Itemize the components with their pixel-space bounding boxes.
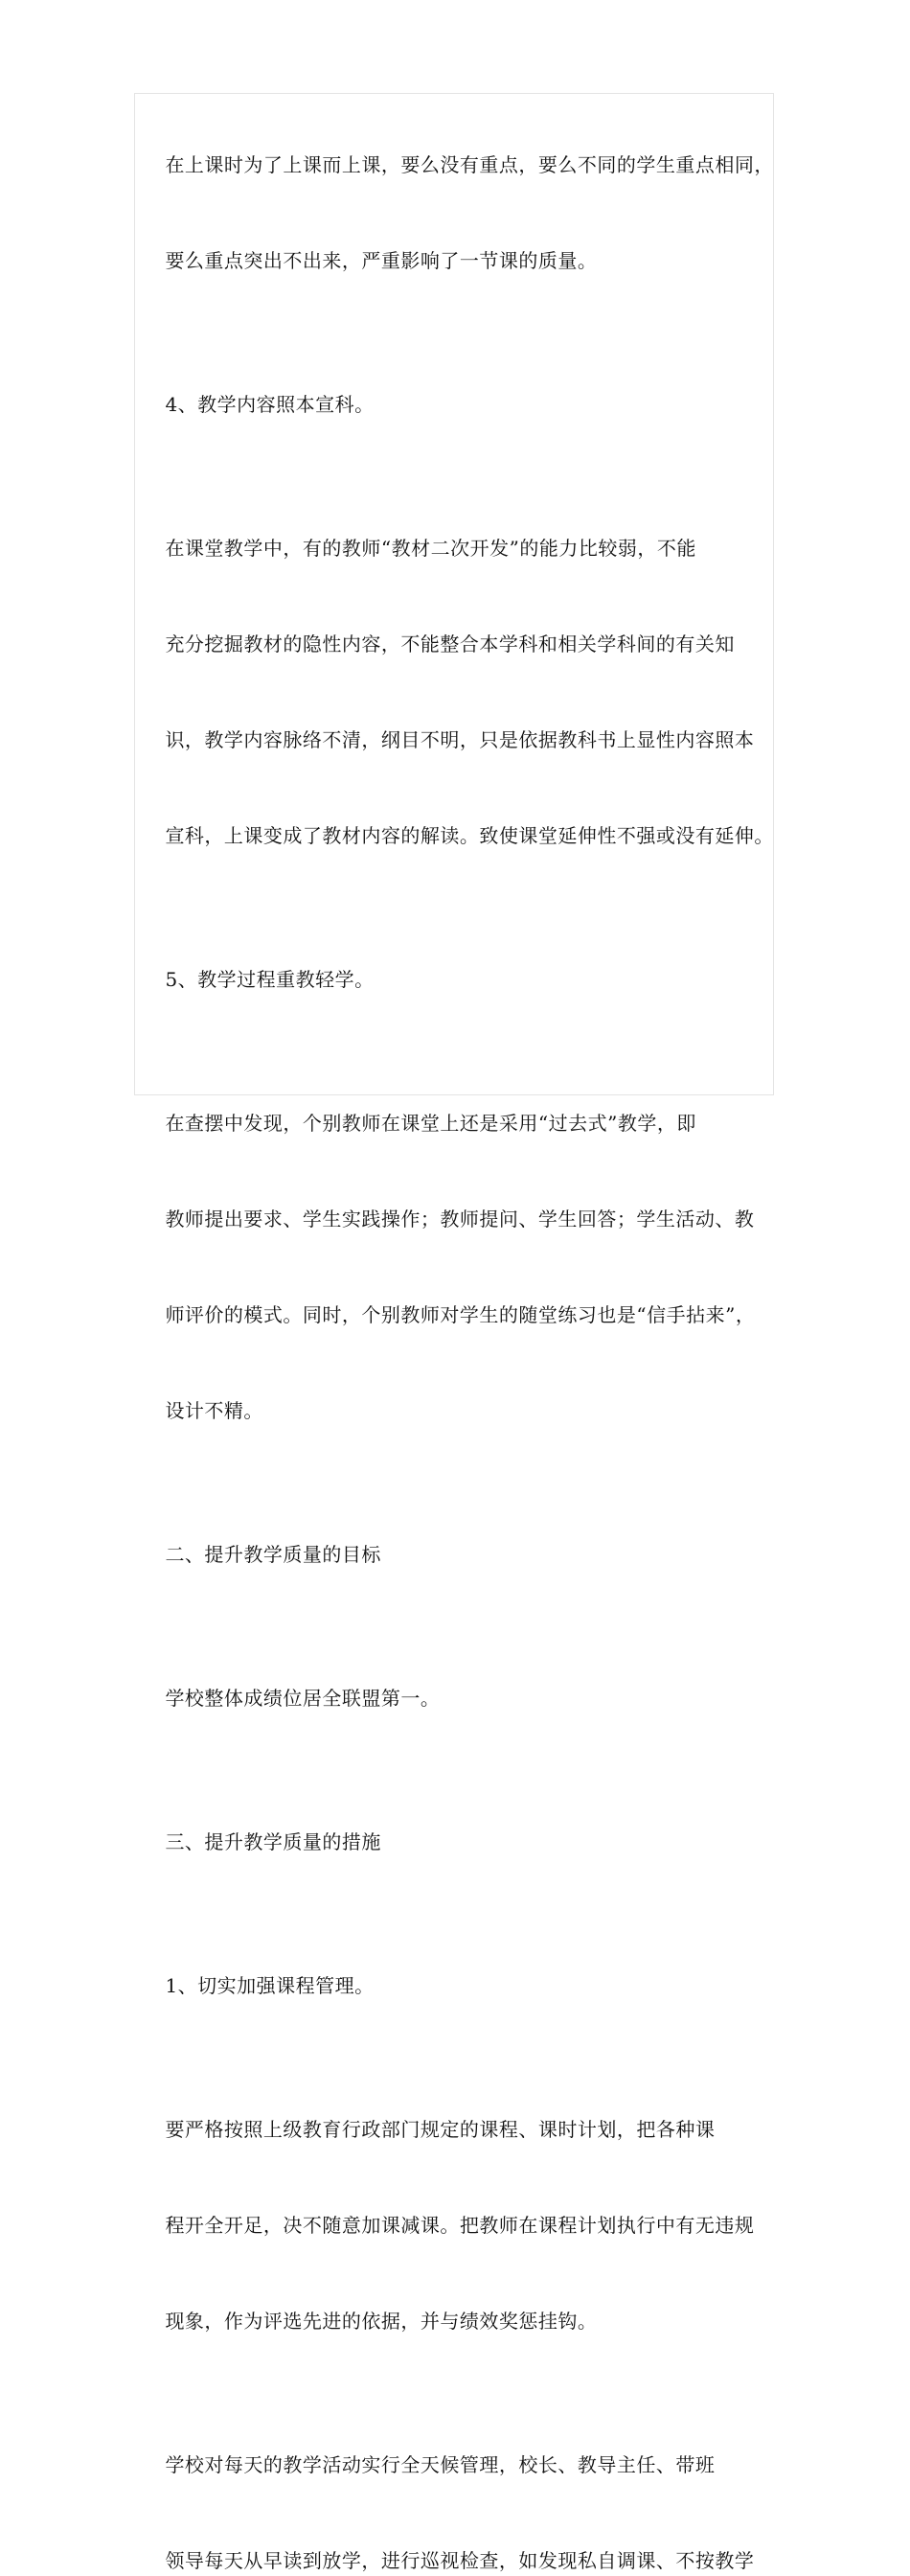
section-heading-5	[139, 908, 781, 1051]
text-line: 充分挖掘教材的隐性内容，不能整合本学科和相关学科间的有关知	[165, 632, 735, 656]
text-line: 二、提升教学质量的目标	[165, 1543, 381, 1566]
paragraph-teaching-content	[139, 476, 781, 908]
text-line: 设计不精。	[165, 1399, 263, 1422]
document-body	[139, 93, 781, 2576]
text-line: 三、提升教学质量的措施	[165, 1830, 381, 1853]
text-line: 在上课时为了上课而上课，要么没有重点，要么不同的学生重点相同，	[165, 153, 774, 176]
paragraph-curriculum	[139, 2058, 781, 2393]
text-line: 在查摆中发现，个别教师在课堂上还是采用“过去式”教学，即	[165, 1112, 696, 1135]
section-heading-goal	[139, 1483, 781, 1626]
text-line: 识，教学内容脉络不清，纲目不明，只是依据教科书上显性内容照本	[165, 728, 755, 751]
section-heading-4	[139, 333, 781, 476]
text-line: 1、切实加强课程管理。	[165, 1974, 375, 1997]
text-line: 4、教学内容照本宣科。	[165, 393, 375, 416]
paragraph-goal	[139, 1626, 781, 1770]
paragraph-continuation	[139, 93, 781, 333]
text-line: 师评价的模式。同时，个别教师对学生的随堂练习也是“信手拈来”，	[165, 1303, 756, 1326]
text-line: 宣科，上课变成了教材内容的解读。致使课堂延伸性不强或没有延伸。	[165, 824, 774, 847]
paragraph-daily-management	[139, 2393, 781, 2576]
text-line: 5、教学过程重教轻学。	[165, 968, 375, 991]
text-line: 领导每天从早读到放学，进行巡视检查，如发现私自调课、不按教学	[165, 2549, 755, 2572]
section-heading-measures	[139, 1770, 781, 1914]
text-line: 学校整体成绩位居全联盟第一。	[165, 1687, 441, 1710]
text-line: 程开全开足，决不随意加课减课。把教师在课程计划执行中有无违规	[165, 2214, 755, 2237]
text-line: 要么重点突出不出来，严重影响了一节课的质量。	[165, 249, 598, 272]
section-heading-1	[139, 1914, 781, 2058]
paragraph-teaching-process	[139, 1051, 781, 1483]
text-line: 教师提出要求、学生实践操作；教师提问、学生回答；学生活动、教	[165, 1208, 755, 1230]
text-line: 在课堂教学中，有的教师“教材二次开发”的能力比较弱，不能	[165, 537, 696, 560]
text-line: 要严格按照上级教育行政部门规定的课程、课时计划，把各种课	[165, 2118, 716, 2141]
text-line: 学校对每天的教学活动实行全天候管理，校长、教导主任、带班	[165, 2453, 716, 2476]
text-line: 现象，作为评选先进的依据，并与绩效奖惩挂钩。	[165, 2310, 598, 2333]
